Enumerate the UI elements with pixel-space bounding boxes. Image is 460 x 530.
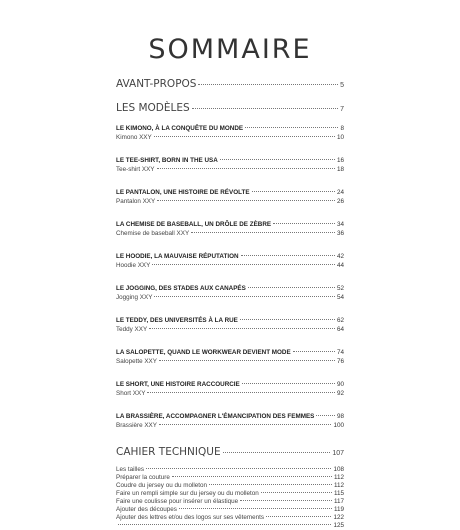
toc-entry-title: LE PANTALON, UNE HISTOIRE DE RÉVOLTE: [116, 189, 250, 196]
dot-leader: [273, 223, 335, 224]
dot-leader: [252, 191, 335, 192]
toc-entry-title: Chemise de baseball XXY: [116, 230, 190, 237]
toc-page-number: 44: [336, 262, 344, 269]
toc-entry-title: Teddy XXY: [116, 326, 148, 333]
dot-leader: [223, 452, 331, 453]
toc-entry-title: Coudre du jersey ou du molleton: [116, 482, 208, 489]
toc-model-entries: [116, 124, 344, 430]
toc-part-avant-propos[interactable]: [116, 78, 344, 92]
toc-page-number: 100: [333, 422, 344, 429]
dot-leader: [118, 524, 331, 525]
toc-page-number: 115: [333, 490, 344, 497]
toc-model-entry: [116, 380, 344, 398]
toc-pattern-item[interactable]: [116, 421, 344, 430]
toc-entry-title: Hoodie XXY: [116, 262, 151, 269]
page-title: SOMMAIRE: [148, 34, 312, 65]
dot-leader: [192, 108, 338, 109]
toc-technique-item[interactable]: [116, 506, 344, 514]
toc-model-entry: [116, 316, 344, 334]
dot-leader: [198, 84, 338, 85]
toc-pattern-item[interactable]: [116, 357, 344, 366]
toc-page-number: 16: [336, 157, 344, 164]
dot-leader: [159, 360, 335, 361]
dot-leader: [157, 168, 335, 169]
toc-page-number: 7: [340, 106, 344, 113]
dot-leader: [172, 476, 332, 477]
dot-leader: [152, 264, 335, 265]
toc-technique-item[interactable]: [116, 522, 344, 530]
toc-chapter-heading[interactable]: [116, 412, 344, 421]
toc-page-number: 117: [333, 498, 344, 505]
toc-entry-title: LE SHORT, UNE HISTOIRE RACCOURCIE: [116, 381, 240, 388]
toc-entry-title: Salopette XXY: [116, 358, 157, 365]
toc-entry-title: LE TEE-SHIRT, BORN IN THE USA: [116, 157, 218, 164]
toc-technique-items: [116, 466, 344, 530]
toc-page-number: 8: [340, 125, 344, 132]
dot-leader: [240, 500, 332, 501]
toc-entry-title: LE HOODIE, LA MAUVAISE RÉPUTATION: [116, 253, 239, 260]
toc-model-entry: [116, 252, 344, 270]
toc-chapter-heading[interactable]: [116, 188, 344, 197]
toc-technique-item[interactable]: [116, 466, 344, 474]
dot-leader: [157, 200, 335, 201]
toc-page-number: 92: [336, 390, 344, 397]
dot-leader: [293, 351, 335, 352]
toc-page-number: 76: [336, 358, 344, 365]
toc-page-number: 74: [336, 349, 344, 356]
dot-leader: [248, 287, 335, 288]
toc-page-number: 119: [333, 506, 344, 513]
toc-pattern-item[interactable]: [116, 133, 344, 142]
toc-pattern-item[interactable]: [116, 293, 344, 302]
toc-part-label: AVANT-PROPOS: [116, 78, 197, 90]
toc-page-number: 112: [333, 482, 344, 489]
toc-page-number: 36: [336, 230, 344, 237]
toc-model-entry: [116, 156, 344, 174]
toc-entry-title: LE TEDDY, DES UNIVERSITÉS À LA RUE: [116, 317, 238, 324]
toc-page-number: 18: [336, 166, 344, 173]
dot-leader: [241, 255, 335, 256]
toc-pattern-item[interactable]: [116, 325, 344, 334]
toc-pattern-item[interactable]: [116, 229, 344, 238]
table-of-contents: [116, 78, 344, 530]
toc-page-number: 62: [336, 317, 344, 324]
dot-leader: [209, 484, 332, 485]
toc-page-number: 54: [336, 294, 344, 301]
dot-leader: [220, 159, 335, 160]
dot-leader: [240, 319, 335, 320]
toc-page-number: 34: [336, 221, 344, 228]
toc-model-entry: [116, 412, 344, 430]
toc-entry-title: Faire un rempli simple sur du jersey ou du molleton: [116, 490, 259, 497]
toc-entry-title: Ajouter des découpes: [116, 506, 177, 513]
toc-model-entry: [116, 188, 344, 206]
toc-page-number: 90: [336, 381, 344, 388]
toc-entry-title: LA BRASSIÈRE, ACCOMPAGNER L'ÉMANCIPATION DES FEMMES: [116, 413, 315, 420]
dot-leader: [191, 232, 335, 233]
toc-entry-title: Brassière XXY: [116, 422, 157, 429]
toc-page-number: 122: [333, 514, 344, 521]
toc-page-number: 42: [336, 253, 344, 260]
dot-leader: [149, 328, 335, 329]
toc-technique-item[interactable]: [116, 482, 344, 490]
toc-entry-title: Tee-shirt XXY: [116, 166, 155, 173]
toc-chapter-heading[interactable]: [116, 316, 344, 325]
toc-technique-item[interactable]: [116, 474, 344, 482]
toc-entry-title: LA CHEMISE DE BASEBALL, UN DRÔLE DE ZÈBRE: [116, 221, 272, 228]
toc-page-number: 10: [336, 134, 344, 141]
toc-chapter-heading[interactable]: [116, 220, 344, 229]
dot-leader: [147, 392, 335, 393]
dot-leader: [242, 383, 335, 384]
toc-technique-item[interactable]: [116, 514, 344, 522]
toc-entry-title: Jogging XXY: [116, 294, 153, 301]
toc-chapter-heading[interactable]: [116, 284, 344, 293]
dot-leader: [159, 424, 332, 425]
toc-model-entry: [116, 124, 344, 142]
dot-leader: [146, 468, 331, 469]
toc-entry-title: Pantalon XXY: [116, 198, 156, 205]
toc-entry-title: Faire une coulisse pour insérer un élastique: [116, 498, 239, 505]
toc-page-number: 5: [340, 82, 344, 89]
toc-part-label: LES MODÈLES: [116, 102, 190, 114]
toc-page-number: 112: [333, 474, 344, 481]
toc-chapter-heading[interactable]: [116, 380, 344, 389]
toc-entry-title: Préparer la couture: [116, 474, 170, 481]
toc-page-number: 108: [333, 466, 344, 473]
toc-model-entry: [116, 348, 344, 366]
toc-page-number: 52: [336, 285, 344, 292]
toc-page-number: 125: [333, 522, 344, 529]
toc-chapter-heading[interactable]: [116, 124, 344, 133]
toc-entry-title: LE KIMONO, À LA CONQUÊTE DU MONDE: [116, 125, 244, 132]
toc-technique-item[interactable]: [116, 498, 344, 506]
dot-leader: [245, 127, 338, 128]
toc-chapter-heading[interactable]: [116, 156, 344, 165]
toc-page-number: 26: [336, 198, 344, 205]
toc-entry-title: Short XXY: [116, 390, 146, 397]
dot-leader: [154, 296, 335, 297]
toc-pattern-item[interactable]: [116, 165, 344, 174]
toc-pattern-item[interactable]: [116, 197, 344, 206]
dot-leader: [266, 516, 331, 517]
toc-page-number: 98: [336, 413, 344, 420]
dot-leader: [154, 136, 335, 137]
toc-entry-title: Les tailles: [116, 466, 145, 473]
toc-entry-title: LE JOGGING, DES STADES AUX CANAPÉS: [116, 285, 246, 292]
dot-leader: [261, 492, 332, 493]
toc-entry-title: LA SALOPETTE, QUAND LE WORKWEAR DEVIENT MODE: [116, 349, 291, 356]
toc-part-cahier-technique[interactable]: [116, 446, 344, 460]
toc-page-number: 24: [336, 189, 344, 196]
toc-page-number: 64: [336, 326, 344, 333]
toc-pattern-item[interactable]: [116, 389, 344, 398]
toc-technique-item[interactable]: [116, 490, 344, 498]
toc-entry-title: Kimono XXY: [116, 134, 152, 141]
toc-model-entry: [116, 284, 344, 302]
toc-pattern-item[interactable]: [116, 261, 344, 270]
toc-chapter-heading[interactable]: [116, 348, 344, 357]
toc-model-entry: [116, 220, 344, 238]
toc-chapter-heading[interactable]: [116, 252, 344, 261]
toc-entry-title: Ajouter des lettres et/ou des logos sur ses vêtements: [116, 514, 265, 521]
dot-leader: [316, 415, 335, 416]
toc-page-number: 107: [332, 450, 344, 457]
toc-part-label: CAHIER TECHNIQUE: [116, 446, 221, 458]
dot-leader: [179, 508, 332, 509]
toc-part-modeles[interactable]: [116, 102, 344, 116]
